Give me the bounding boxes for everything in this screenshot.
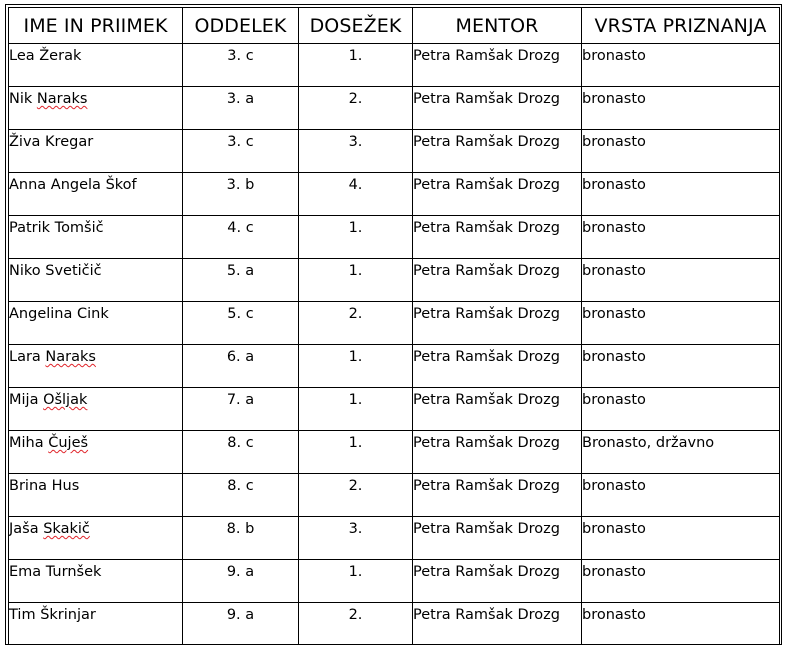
cell-name	[9, 173, 183, 216]
cell-award: bronasto	[582, 44, 780, 87]
table-row	[9, 517, 780, 560]
cell-award: bronasto	[582, 302, 780, 345]
cell-name	[9, 130, 183, 173]
cell-rank: 4.	[299, 173, 413, 216]
last-name: Naraks	[36, 91, 88, 107]
last-name: Čuješ	[48, 435, 89, 451]
last-name: Ošljak	[43, 392, 88, 408]
cell-award: bronasto	[582, 560, 780, 603]
cell-mentor: Petra Ramšak Drozg	[413, 603, 582, 645]
first-name: Lea	[9, 48, 35, 64]
cell-class: 5. c	[183, 302, 299, 345]
cell-name	[9, 216, 183, 259]
cell-name	[9, 603, 183, 645]
cell-award: Bronasto, državno	[582, 431, 780, 474]
cell-class: 8. b	[183, 517, 299, 560]
header-rank: DOSEŽEK	[299, 8, 413, 44]
first-name: Lara	[9, 349, 41, 365]
header-row	[9, 8, 780, 44]
header-class: ODDELEK	[183, 8, 299, 44]
cell-award: bronasto	[582, 87, 780, 130]
cell-class: 4. c	[183, 216, 299, 259]
cell-award: bronasto	[582, 173, 780, 216]
cell-class: 9. a	[183, 603, 299, 645]
cell-mentor: Petra Ramšak Drozg	[413, 302, 582, 345]
cell-rank: 1.	[299, 216, 413, 259]
header-mentor: MENTOR	[413, 8, 582, 44]
table-row	[9, 87, 780, 130]
table-row	[9, 431, 780, 474]
cell-name	[9, 517, 183, 560]
last-name: Turnšek	[45, 564, 102, 580]
cell-name	[9, 560, 183, 603]
last-name: Škrinjar	[40, 607, 96, 623]
last-name: Tomšič	[54, 220, 104, 236]
cell-rank: 3.	[299, 130, 413, 173]
last-name: Naraks	[45, 349, 96, 365]
cell-mentor: Petra Ramšak Drozg	[413, 173, 582, 216]
table-row	[9, 259, 780, 302]
cell-rank: 1.	[299, 44, 413, 87]
last-name: Kregar	[45, 134, 94, 150]
first-name: Niko	[9, 263, 41, 279]
last-name: Žerak	[39, 48, 82, 64]
first-name: Anna Angela	[9, 177, 101, 193]
cell-name	[9, 302, 183, 345]
table-row	[9, 560, 780, 603]
first-name: Nik	[9, 91, 33, 107]
cell-mentor: Petra Ramšak Drozg	[413, 130, 582, 173]
cell-award: bronasto	[582, 130, 780, 173]
cell-mentor: Petra Ramšak Drozg	[413, 431, 582, 474]
cell-rank: 1.	[299, 388, 413, 431]
cell-rank: 2.	[299, 87, 413, 130]
cell-rank: 2.	[299, 302, 413, 345]
cell-class: 8. c	[183, 431, 299, 474]
table-row	[9, 173, 780, 216]
cell-class: 3. a	[183, 87, 299, 130]
cell-award: bronasto	[582, 517, 780, 560]
cell-award: bronasto	[582, 603, 780, 645]
table-row	[9, 345, 780, 388]
table-row	[9, 603, 780, 645]
cell-name	[9, 345, 183, 388]
last-name: Cink	[76, 306, 109, 322]
cell-mentor: Petra Ramšak Drozg	[413, 388, 582, 431]
first-name: Angelina	[9, 306, 73, 322]
cell-name	[9, 388, 183, 431]
last-name: Hus	[51, 478, 80, 494]
cell-rank: 1.	[299, 259, 413, 302]
cell-class: 7. a	[183, 388, 299, 431]
cell-name	[9, 431, 183, 474]
table-row	[9, 130, 780, 173]
cell-class: 3. b	[183, 173, 299, 216]
first-name: Miha	[9, 435, 44, 451]
last-name: Škof	[105, 177, 137, 193]
first-name: Brina	[9, 478, 48, 494]
cell-award: bronasto	[582, 345, 780, 388]
cell-mentor: Petra Ramšak Drozg	[413, 87, 582, 130]
cell-class: 8. c	[183, 474, 299, 517]
cell-mentor: Petra Ramšak Drozg	[413, 259, 582, 302]
cell-class: 5. a	[183, 259, 299, 302]
table-row	[9, 216, 780, 259]
cell-mentor: Petra Ramšak Drozg	[413, 560, 582, 603]
table-row	[9, 44, 780, 87]
cell-rank: 2.	[299, 474, 413, 517]
cell-rank: 1.	[299, 345, 413, 388]
cell-rank: 1.	[299, 431, 413, 474]
last-name: Svetičič	[45, 263, 102, 279]
cell-award: bronasto	[582, 259, 780, 302]
cell-class: 3. c	[183, 44, 299, 87]
awards-table	[8, 7, 780, 645]
cell-name	[9, 87, 183, 130]
cell-award: bronasto	[582, 216, 780, 259]
cell-mentor: Petra Ramšak Drozg	[413, 44, 582, 87]
cell-award: bronasto	[582, 474, 780, 517]
cell-class: 9. a	[183, 560, 299, 603]
cell-rank: 1.	[299, 560, 413, 603]
table-row	[9, 302, 780, 345]
header-name: IME IN PRIIMEK	[9, 8, 183, 44]
cell-class: 6. a	[183, 345, 299, 388]
cell-rank: 2.	[299, 603, 413, 645]
last-name: Skakič	[43, 521, 90, 537]
first-name: Živa	[9, 134, 41, 150]
first-name: Tim	[9, 607, 36, 623]
cell-class: 3. c	[183, 130, 299, 173]
cell-rank: 3.	[299, 517, 413, 560]
table-row	[9, 388, 780, 431]
first-name: Mija	[9, 392, 39, 408]
cell-mentor: Petra Ramšak Drozg	[413, 216, 582, 259]
header-award: VRSTA PRIZNANJA	[582, 8, 780, 44]
cell-mentor: Petra Ramšak Drozg	[413, 345, 582, 388]
first-name: Ema	[9, 564, 42, 580]
cell-name	[9, 474, 183, 517]
first-name: Jaša	[9, 521, 39, 537]
cell-award: bronasto	[582, 388, 780, 431]
cell-name	[9, 44, 183, 87]
cell-mentor: Petra Ramšak Drozg	[413, 517, 582, 560]
first-name: Patrik	[9, 220, 51, 236]
cell-name	[9, 259, 183, 302]
table-row	[9, 474, 780, 517]
cell-mentor: Petra Ramšak Drozg	[413, 474, 582, 517]
